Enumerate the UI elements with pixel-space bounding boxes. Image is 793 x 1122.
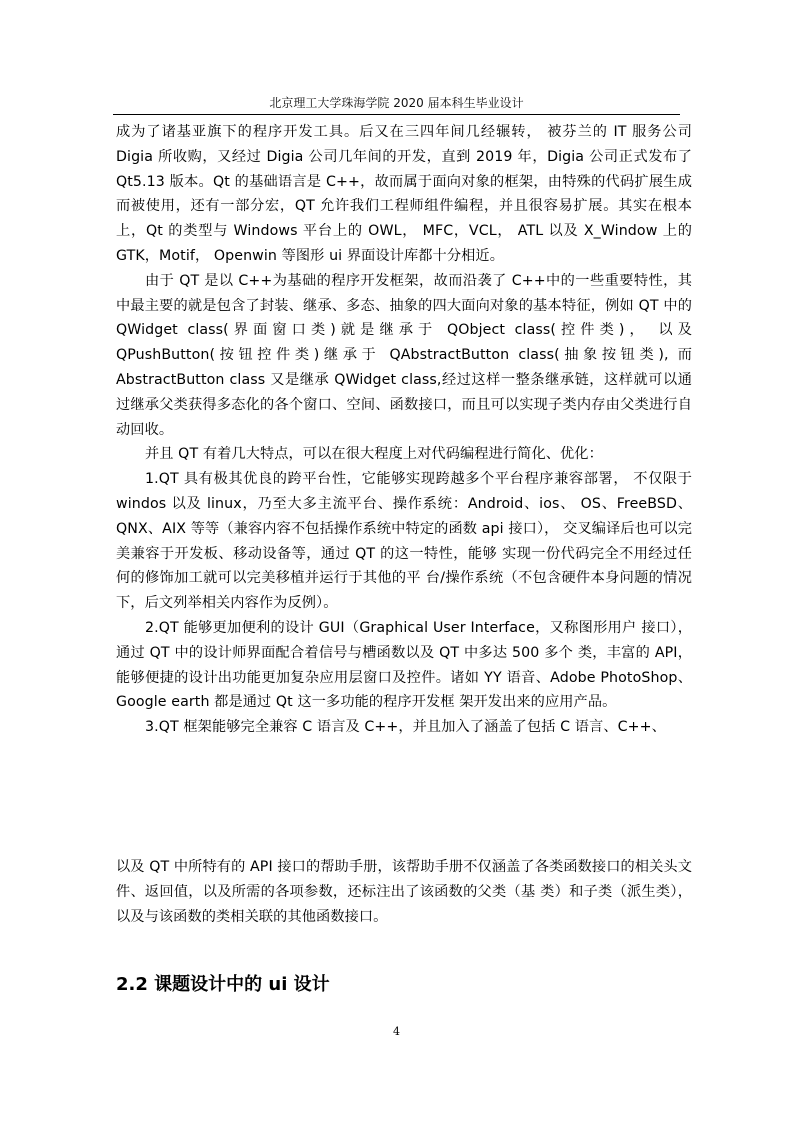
- paragraph-4: 1.QT 具有极其优良的跨平台性，它能够实现跨越多个平台程序兼容部署， 不仅限于 windos 以及 linux，乃至大多主流平台、操作系统：Android、ios、 OS、FreeBSD、QNX、AIX 等等（兼容内容不包括操作系统中特定的函数 api 接口）， 交叉编译后也可以完美兼容于开发板、移动设备等，通过 QT 的这一特性，能够 实现一份代码完全不用经过任何的修饰加工就可以完美移植并运行于其他的平 台/操作系统（不包含硬件本身问题的情况下，后文列举相关内容作为反例）。: [116, 471, 692, 612]
- paragraph-continuation: 以及 QT 中所特有的 API 接口的帮助手册，该帮助手册不仅涵盖了各类函数接口的相关头文件、返回值，以及所需的各项参数，还标注出了该函数的父类（基 类）和子类（派生类），以及与该函数的类相关联的其他函数接口。: [116, 859, 692, 925]
- paragraph-6: 3.QT 框架能够完全兼容 C 语言及 C++，并且加入了涵盖了包括 C 语言、C++、: [145, 719, 666, 736]
- continuation-text: [116, 855, 692, 929]
- paragraph-1: 成为了诸基亚旗下的程序开发工具。后又在三四年间几经辗转， 被芬兰的 IT 服务公司 Digia 所收购，又经过 Digia 公司几年间的开发，直到 2019 年，Digia 公司正式发布了 Qt5.13 版本。Qt 的基础语言是 C++，故而属于面向对象的框架，由特殊的代码扩展生成而被使用，还有一部分宏，QT 允许我们工程师组件编程，并且很容易扩展。其实在根本上，Qt 的类型与 Windows 平台上的 OWL， MFC，VCL， ATL 以及 X_Window 上的 GTK，Motif， Openwin 等图形 ui 界面设计库都十分相近。: [116, 124, 692, 264]
- page-number: 4: [393, 1025, 400, 1038]
- body-text: [116, 120, 692, 740]
- paragraph-5: 2.QT 能够更加便利的设计 GUI（Graphical User Interface，又称图形用户 接口）， 通过 QT 中的设计师界面配合着信号与槽函数以及 QT 中多达 500 多个 类，丰富的 API，能够便捷的设计出功能更加复杂应用层窗口及控件。诸如 YY 语音、Adobe PhotoShop、Google earth 都是通过 Qt 这一多功能的程序开发框 架开发出来的应用产品。: [116, 619, 692, 711]
- paragraph-3: 并且 QT 有着几大特点，可以在很大程度上对代码编程进行简化、优化：: [145, 446, 603, 463]
- paragraph-2: 由于 QT 是以 C++为基础的程序开发框架，故而沿袭了 C++中的一些重要特性，其中最主要的就是包含了封装、继承、多态、抽象的四大面向对象的基本特征，例如 QT 中的 QWidget class(界面窗口类)就是继承于 QObject class(控件类)， 以及 QPushButton(按钮控件类)继承于 QAbstractButton class(抽象按钮类), 而 AbstractButton class 又是继承 QWidget class,经过这样一整条继承链，这样就可以通过继承父类获得多态化的各个窗口、空间、函数接口，而且可以实现子类内存由父类进行自动回收。: [116, 272, 692, 438]
- page-header: 北京理工大学珠海学院 2020 届本科生毕业设计: [269, 96, 524, 110]
- section-heading: 2.2 课题设计中的 ui 设计: [116, 974, 330, 995]
- header-rule: [113, 114, 680, 115]
